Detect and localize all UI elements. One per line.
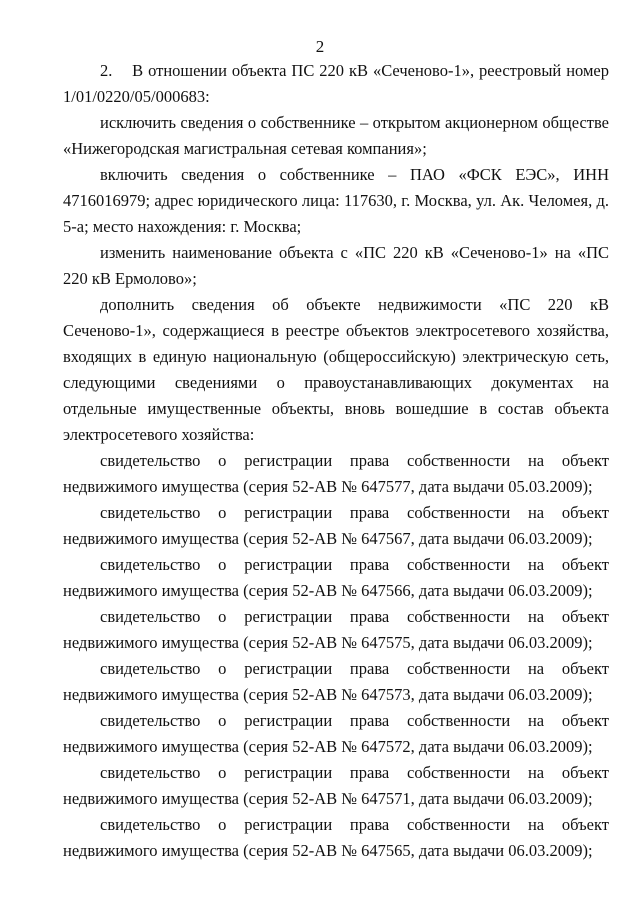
include-owner-paragraph: включить сведения о собственнике – ПАО «ФСК ЕЭС», ИНН 4716016979; адрес юридического лица: 117630, г. Москва, ул. Ак. Челомея, д. 5-а; место нахождения: г. Москва; <box>63 165 609 236</box>
certificate-item: свидетельство о регистрации права собственности на объект недвижимого имущества (серия 52-АВ № 647575, дата выдачи 06.03.2009); <box>63 607 609 652</box>
certificate-item: свидетельство о регистрации права собственности на объект недвижимого имущества (серия 52-АВ № 647567, дата выдачи 06.03.2009); <box>63 503 609 548</box>
certificate-item: свидетельство о регистрации права собственности на объект недвижимого имущества (серия 52-АВ № 647577, дата выдачи 05.03.2009); <box>63 451 609 496</box>
certificate-item: свидетельство о регистрации права собственности на объект недвижимого имущества (серия 52-АВ № 647571, дата выдачи 06.03.2009); <box>63 763 609 808</box>
page-number: 2 <box>315 37 325 56</box>
certificate-item: свидетельство о регистрации права собственности на объект недвижимого имущества (серия 52-АВ № 647566, дата выдачи 06.03.2009); <box>63 555 609 600</box>
supplement-info-paragraph: дополнить сведения об объекте недвижимости «ПС 220 кВ Сеченово-1», содержащиеся в реестре объектов электросетевого хозяйства, входящих в единую национальную (общероссийскую) электрическую сеть, следующими сведениями о правоустанавливающих документах на отдельные имущественные объекты, вновь вошедшие в состав объекта электросетевого хозяйства: <box>63 295 609 444</box>
document-body <box>63 58 609 864</box>
certificate-item: свидетельство о регистрации права собственности на объект недвижимого имущества (серия 52-АВ № 647572, дата выдачи 06.03.2009); <box>63 711 609 756</box>
certificate-item: свидетельство о регистрации права собственности на объект недвижимого имущества (серия 52-АВ № 647565, дата выдачи 06.03.2009); <box>63 815 609 860</box>
exclude-owner-paragraph: исключить сведения о собственнике – открытом акционерном обществе «Нижегородская магистральная сетевая компания»; <box>63 113 609 158</box>
rename-object-paragraph: изменить наименование объекта с «ПС 220 кВ «Сеченово-1» на «ПС 220 кВ Ермолово»; <box>63 243 609 288</box>
certificate-item: свидетельство о регистрации права собственности на объект недвижимого имущества (серия 52-АВ № 647573, дата выдачи 06.03.2009); <box>63 659 609 704</box>
section-2-heading: 2. В отношении объекта ПС 220 кВ «Сеченово-1», реестровый номер 1/01/0220/05/000683: <box>63 61 609 106</box>
